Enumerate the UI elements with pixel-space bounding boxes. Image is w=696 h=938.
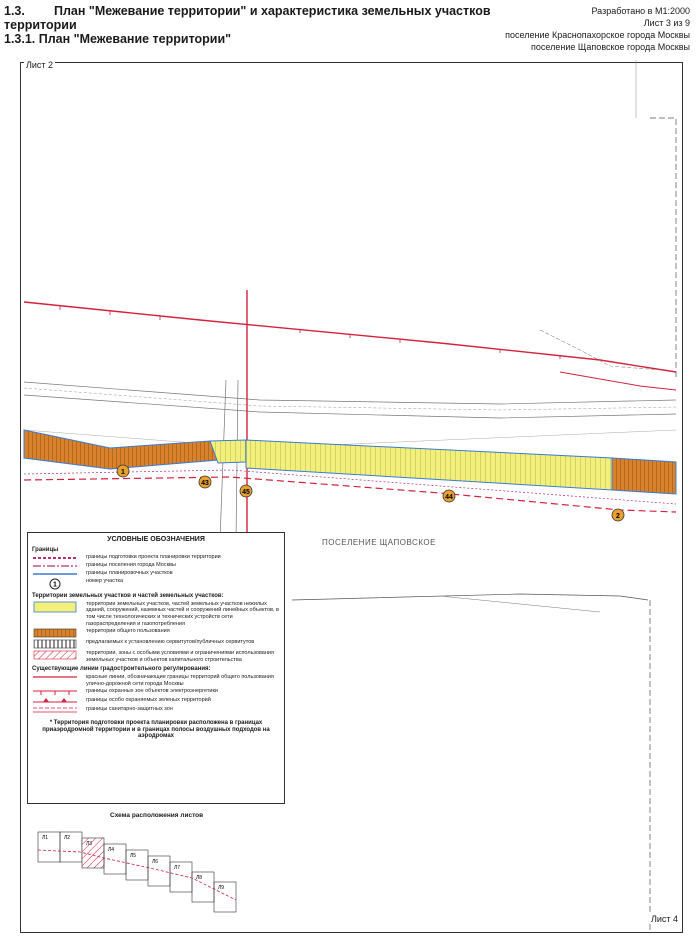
ticked-line-symbol: [32, 688, 78, 696]
triangle-line-symbol: [32, 697, 78, 705]
legend-section-borders: Границы: [32, 546, 59, 553]
parcel-number-2: 2: [616, 513, 620, 520]
parcel-1-area: [24, 430, 218, 469]
legend-section-parcels: Территории земельных участков и частей земельных участков:: [32, 593, 224, 600]
parcel-number-45: 45: [242, 489, 250, 496]
scheme-sheet-8: Л8: [196, 875, 203, 881]
legend-item-project-boundary: границы подготовки проекта планировки территории: [32, 554, 280, 561]
parcel-badge-43: [199, 476, 211, 488]
scheme-sheet-9: Л9: [218, 885, 225, 891]
legend-section-existing: Существующие линии градостроительного регулирования:: [32, 666, 211, 673]
settlement-1: поселение Краснопахорское города Москвы: [505, 30, 690, 40]
settlement-2: поселение Щаповское города Москвы: [531, 42, 690, 52]
legend-item-planning-boundary: границы планировочных участков: [32, 570, 280, 577]
parcel-badge-1: [117, 465, 129, 477]
yellow-fill-symbol: [32, 601, 78, 613]
sheet-counter: Лист 3 из 9: [643, 18, 690, 28]
red-line-symbol: [32, 674, 78, 681]
sheet-label-right: Лист 4: [650, 914, 678, 924]
number-circle-symbol: [32, 578, 78, 590]
subsection-title: 1.3.1. План "Межевание территории": [4, 32, 232, 46]
section-title-cont: территории: [4, 18, 77, 32]
scheme-sheet-4: Л4: [108, 847, 115, 853]
road-bottom: [24, 395, 676, 418]
dashed-curve: [540, 330, 660, 370]
scheme-sheet-1: Л1: [42, 835, 49, 841]
scale-note: Разработано в М1:2000: [591, 6, 690, 16]
legend-item-parcel-number: 1 номер участка: [32, 578, 280, 590]
legend-item-red-lines: красные линии, обозначающие границы территорий общего пользования улично-дорожной сети города Москвы: [32, 674, 280, 687]
sheet-scheme: [38, 832, 236, 912]
parcel-badge-44: [443, 490, 455, 502]
dashed-red-symbol: [32, 554, 78, 561]
section-title: План "Межевание территории" и характеристика земельных участков: [54, 4, 491, 18]
parcel-number-1: 1: [121, 469, 125, 476]
parcel-badge-45: [240, 485, 252, 497]
striped-fill-symbol: [32, 639, 78, 649]
section-number: 1.3.: [4, 4, 25, 18]
double-dashed-symbol: [32, 706, 78, 714]
sheet-label-left: Лист 2: [26, 60, 54, 70]
parcel-number-43: 43: [201, 480, 209, 487]
legend-item-easement: предлагаемых к установлению сервитутов/публичных сервитутов: [32, 639, 280, 649]
legend-number-symbol: 1: [53, 581, 57, 589]
road-top: [24, 382, 676, 404]
legend-footnote: * Территория подготовки проекта планировки расположена в границах приаэродромной территории и в границах полосы воздушных подходов на аэродромах: [42, 720, 270, 740]
legend-title: УСЛОВНЫЕ ОБОЗНАЧЕНИЯ: [107, 536, 205, 543]
red-line-right: [560, 372, 676, 390]
parcel-badge-2: [612, 509, 624, 521]
legend-item-sanitary-zones: границы санитарно-защитных зон: [32, 706, 280, 714]
scheme-sheet-2: Л2: [64, 835, 71, 841]
legend-item-green-zones: границы особо охраняемых зеленых территорий: [32, 697, 280, 705]
legend-item-settlement-boundary: границы поселения города Москвы: [32, 562, 280, 569]
legend-item-restricted: территории, зоны с особыми условиями и ограничениями использования земельных участков и объектов капитального строительства: [32, 650, 280, 663]
map-legend: [27, 532, 285, 804]
scheme-sheet-5: Л5: [130, 853, 137, 859]
legend-item-power-zones: границы охранных зон объектов электроэнергетики: [32, 688, 280, 696]
sheet-boundary: [650, 118, 676, 378]
scheme-title: Схема расположения листов: [110, 812, 204, 819]
settlement-label: ПОСЕЛЕНИЕ ЩАПОВСКОЕ: [322, 538, 436, 547]
dash-dot-symbol: [32, 562, 78, 569]
blue-line-symbol: [32, 570, 78, 577]
road-mid: [24, 388, 676, 410]
diagonal-hatch-symbol: [32, 650, 78, 660]
parcel-2-area: [612, 458, 676, 494]
scheme-sheet-6: Л6: [152, 859, 159, 865]
scheme-sheet-7: Л7: [174, 865, 181, 871]
parcel-number-44: 44: [445, 494, 453, 501]
legend-item-public: территории общего пользования: [32, 628, 280, 638]
orange-fill-symbol: [32, 628, 78, 638]
scheme-sheet-3: Л3: [86, 841, 93, 847]
plot-line-short: [440, 596, 600, 612]
legend-item-parcels: территории земельных участков, частей земельных участков нежилых зданий, сооружений, наземных частей и сооружений линейных объектов, в том числе технологических и технических устройств сети газораспределения и газопотребления: [32, 601, 280, 627]
